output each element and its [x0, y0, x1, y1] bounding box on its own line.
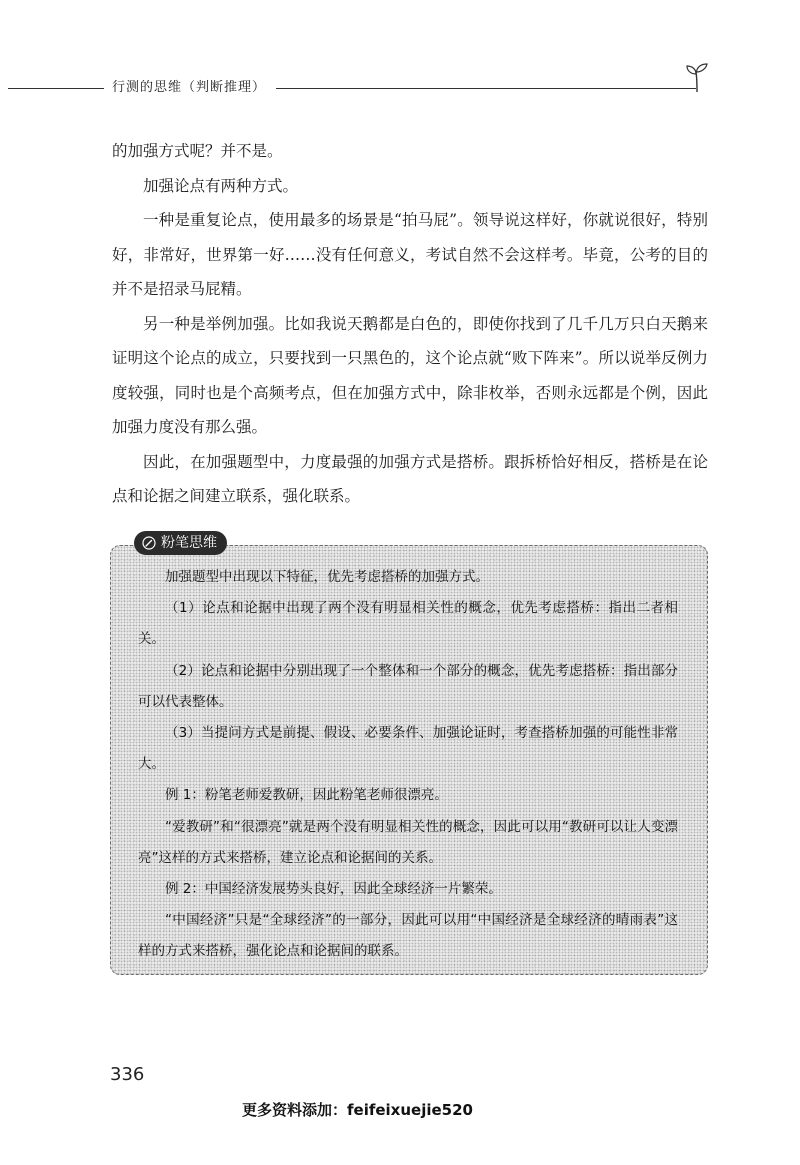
header-rule-left [8, 88, 104, 89]
tip-paragraph: “中国经济”只是“全球经济”的一部分，因此可以用“中国经济是全球经济的晴雨表”这样的方式来搭桥，强化论点和论据间的联系。 [138, 912, 678, 960]
tip-paragraph: “爱教研”和“很漂亮”就是两个没有明显相关性的概念，因此可以用“教研可以让人变漂亮”这样的方式来搭桥，建立论点和论据间的关系。 [138, 818, 678, 866]
body-paragraph: 加强论点有两种方式。 [143, 176, 299, 195]
tip-paragraph: 例 1：粉笔老师爱教研，因此粉笔老师很漂亮。 [165, 787, 448, 804]
tip-label: 粉笔思维 [161, 535, 217, 551]
tip-text [138, 562, 678, 968]
page-number: 336 [110, 1064, 145, 1085]
sprout-icon [684, 62, 710, 94]
header-rule-right [276, 88, 696, 89]
tip-paragraph: （1）论点和论据中出现了两个没有明显相关性的概念，优先考虑搭桥：指出二者相关。 [138, 600, 678, 648]
pen-icon [142, 536, 156, 550]
running-header [8, 62, 708, 102]
body-paragraph: 因此，在加强题型中，力度最强的加强方式是搭桥。跟拆桥恰好相反，搭桥是在论点和论据之间建立联系，强化联系。 [112, 452, 708, 505]
body-text [112, 134, 708, 514]
header-title: 行测的思维（判断推理） [112, 80, 267, 95]
body-paragraph: 另一种是举例加强。比如我说天鹅都是白色的，即使你找到了几千几万只白天鹅来证明这个论点的成立，只要找到一只黑色的，这个论点就“败下阵来”。所以说举反例力度较强，同时也是个高频考点，但在加强方式中，除非枚举，否则永远都是个例，因此加强力度没有那么强。 [112, 314, 708, 436]
tip-paragraph: 例 2：中国经济发展势头良好，因此全球经济一片繁荣。 [165, 881, 502, 898]
tip-paragraph: （3）当提问方式是前提、假设、必要条件、加强论证时，考查搭桥加强的可能性非常大。 [138, 725, 678, 773]
footer-note: 更多资料添加：feifeixuejie520 [242, 1101, 473, 1119]
body-paragraph: 的加强方式呢？并不是。 [112, 142, 283, 160]
tip-paragraph: 加强题型中出现以下特征，优先考虑搭桥的加强方式。 [165, 569, 489, 585]
body-paragraph: 一种是重复论点，使用最多的场景是“拍马屁”。领导说这样好，你就说很好，特别好，非常好，世界第一好……没有任何意义，考试自然不会这样考。毕竟，公考的目的并不是招录马屁精。 [112, 211, 708, 298]
tip-paragraph: （2）论点和论据中分别出现了一个整体和一个部分的概念，优先考虑搭桥：指出部分可以代表整体。 [138, 662, 678, 710]
tip-badge [134, 531, 227, 555]
